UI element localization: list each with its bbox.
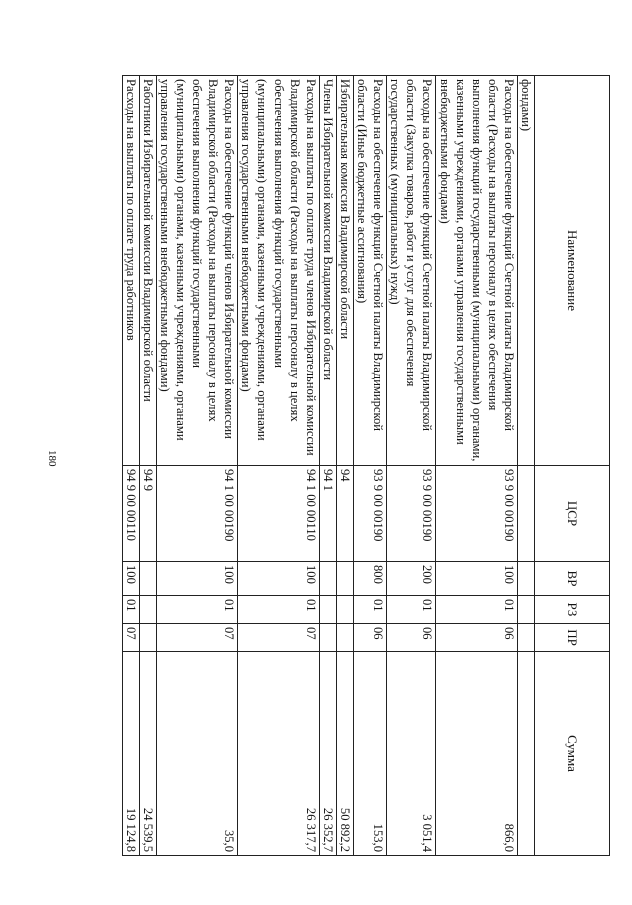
header-vr: ВР <box>535 562 610 596</box>
cell-pr: 07 <box>238 624 319 652</box>
cell-rz: 01 <box>156 596 237 624</box>
cell-pr <box>319 624 336 652</box>
header-csr: ЦСР <box>535 466 610 562</box>
table-row <box>517 76 534 856</box>
cell-vr: 800 <box>353 562 386 596</box>
table-row <box>122 76 139 856</box>
cell-name: фондами) <box>517 76 534 466</box>
cell-pr: 06 <box>353 624 386 652</box>
cell-name: Расходы на обеспечение функций Счетной палаты Владимирской области (Закупка товаров, работ и услуг для обеспечения государственных (муниципальных) нужд) <box>387 76 436 466</box>
cell-vr: 200 <box>387 562 436 596</box>
cell-sum: 3 051,4 <box>387 652 436 856</box>
cell-sum <box>517 652 534 856</box>
cell-name: Расходы на обеспечение функций Счетной палаты Владимирской области (Иные бюджетные ассигнования) <box>353 76 386 466</box>
header-pr: ПР <box>535 624 610 652</box>
cell-name: Работники Избирательной комиссии Владимирской области <box>139 76 156 466</box>
cell-sum: 50 892,2 <box>336 652 353 856</box>
cell-sum: 26 352,7 <box>319 652 336 856</box>
cell-rz: 01 <box>238 596 319 624</box>
cell-vr: 100 <box>238 562 319 596</box>
cell-rz <box>319 596 336 624</box>
page-number: 180 <box>46 450 58 467</box>
cell-pr: 07 <box>122 624 139 652</box>
rotated-table-container <box>110 75 610 855</box>
cell-vr: 100 <box>436 562 517 596</box>
cell-csr: 94 9 <box>139 466 156 562</box>
table-header-row <box>535 76 610 856</box>
cell-sum: 153,0 <box>353 652 386 856</box>
cell-sum: 24 539,5 <box>139 652 156 856</box>
cell-csr: 94 1 00 00190 <box>156 466 237 562</box>
cell-pr <box>336 624 353 652</box>
table-row <box>156 76 237 856</box>
table-row <box>387 76 436 856</box>
cell-name: Расходы на обеспечение функций Счетной палаты Владимирской области (Расходы на выплаты персоналу в целях обеспечения выполнения функций государственными (муниципальными) органами, казенными учреждениями, органами управления государственными внебюджетными фондами) <box>436 76 517 466</box>
budget-table <box>122 75 610 856</box>
cell-csr: 93 9 00 00190 <box>436 466 517 562</box>
cell-vr <box>517 562 534 596</box>
cell-rz <box>336 596 353 624</box>
cell-vr: 100 <box>122 562 139 596</box>
cell-rz: 01 <box>387 596 436 624</box>
cell-rz <box>517 596 534 624</box>
table-row <box>336 76 353 856</box>
cell-sum: 26 317,7 <box>238 652 319 856</box>
cell-vr <box>319 562 336 596</box>
cell-csr: 93 9 00 00190 <box>387 466 436 562</box>
cell-vr: 100 <box>156 562 237 596</box>
cell-pr: 07 <box>156 624 237 652</box>
cell-csr: 94 1 <box>319 466 336 562</box>
cell-name: Члены Избирательной комиссии Владимирской области <box>319 76 336 466</box>
table-row <box>238 76 319 856</box>
cell-pr <box>517 624 534 652</box>
cell-csr: 94 9 00 00110 <box>122 466 139 562</box>
header-sum: Сумма <box>535 652 610 856</box>
cell-vr <box>336 562 353 596</box>
cell-rz: 01 <box>353 596 386 624</box>
cell-name: Расходы на выплаты по оплате труда членов Избирательной комиссии Владимирской области (Расходы на выплаты персоналу в целях обеспечения выполнения функций государственными (муниципальными) органами, казенными учреждениями, органами управления государственными внебюджетными фондами) <box>238 76 319 466</box>
cell-sum: 866,0 <box>436 652 517 856</box>
table-row <box>436 76 517 856</box>
cell-sum: 35,0 <box>156 652 237 856</box>
table-row <box>353 76 386 856</box>
cell-csr: 94 <box>336 466 353 562</box>
cell-sum: 19 124,8 <box>122 652 139 856</box>
cell-vr <box>139 562 156 596</box>
cell-name: Избирательная комиссия Владимирской области <box>336 76 353 466</box>
cell-pr: 06 <box>436 624 517 652</box>
cell-pr <box>139 624 156 652</box>
cell-csr: 93 9 00 00190 <box>353 466 386 562</box>
header-rz: РЗ <box>535 596 610 624</box>
header-name: Наименование <box>535 76 610 466</box>
table-row <box>139 76 156 856</box>
cell-name: Расходы на обеспечение функций членов Избирательной комиссии Владимирской области (Расходы на выплаты персоналу в целях обеспечения выполнения функций государственными (муниципальными) органами, казенными учреждениями, органами управления государственными внебюджетными фондами) <box>156 76 237 466</box>
cell-csr: 94 1 00 00110 <box>238 466 319 562</box>
cell-csr <box>517 466 534 562</box>
cell-name: Расходы на выплаты по оплате труда работников <box>122 76 139 466</box>
cell-rz: 01 <box>436 596 517 624</box>
cell-rz: 01 <box>122 596 139 624</box>
table-row <box>319 76 336 856</box>
cell-rz <box>139 596 156 624</box>
cell-pr: 06 <box>387 624 436 652</box>
